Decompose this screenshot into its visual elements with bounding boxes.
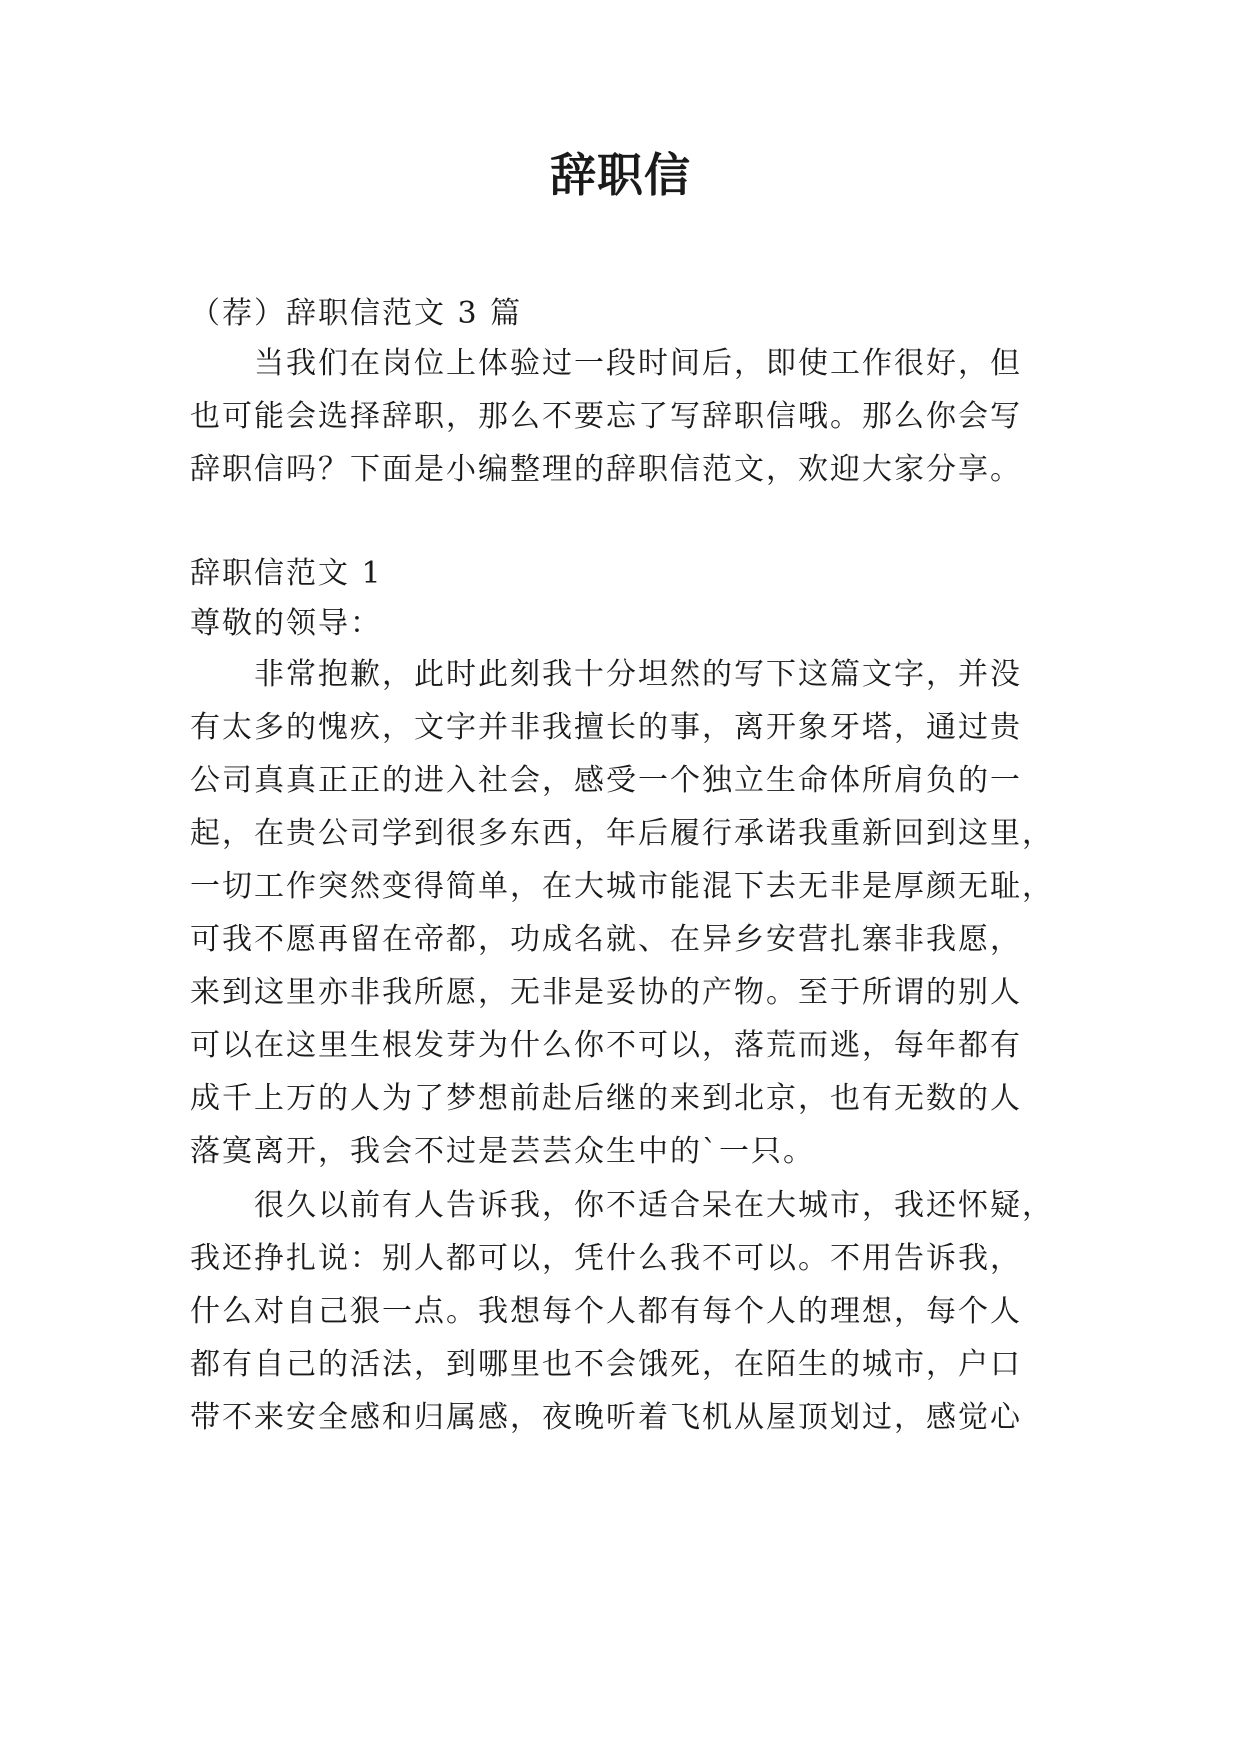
body-line: 公司真真正正的进入社会，感受一个独立生命体所肩负的一: [190, 763, 1022, 798]
intro-line: 辞职信吗？下面是小编整理的辞职信范文，欢迎大家分享。: [190, 452, 1022, 487]
section-heading: 辞职信范文 1: [190, 556, 383, 591]
body-line: 落寞离开，我会不过是芸芸众生中的`一只。: [190, 1134, 815, 1169]
body-line: 很久以前有人告诉我，你不适合呆在大城市，我还怀疑，: [254, 1188, 1054, 1223]
document-title: 辞职信: [550, 148, 691, 202]
body-line: 我还挣扎说：别人都可以，凭什么我不可以。不用告诉我，: [190, 1241, 1022, 1276]
body-line: 非常抱歉，此时此刻我十分坦然的写下这篇文字，并没: [254, 657, 1022, 692]
body-line: 成千上万的人为了梦想前赴后继的来到北京，也有无数的人: [190, 1081, 1022, 1116]
body-line: 起，在贵公司学到很多东西，年后履行承诺我重新回到这里，: [190, 816, 1054, 851]
salutation: 尊敬的领导：: [190, 606, 382, 641]
body-line: 都有自己的活法，到哪里也不会饿死，在陌生的城市，户口: [190, 1347, 1022, 1382]
body-line: 来到这里亦非我所愿，无非是妥协的产物。至于所谓的别人: [190, 975, 1022, 1010]
body-line: 可以在这里生根发芽为什么你不可以，落荒而逃，每年都有: [190, 1028, 1022, 1063]
body-line: 可我不愿再留在帝都，功成名就、在异乡安营扎寨非我愿，: [190, 922, 1022, 957]
body-line: 什么对自己狠一点。我想每个人都有每个人的理想，每个人: [190, 1294, 1022, 1329]
body-line: 一切工作突然变得简单，在大城市能混下去无非是厚颜无耻，: [190, 869, 1054, 904]
intro-line: 当我们在岗位上体验过一段时间后，即使工作很好，但: [254, 346, 1022, 381]
body-line: 带不来安全感和归属感，夜晚听着飞机从屋顶划过，感觉心: [190, 1400, 1022, 1435]
body-line: 有太多的愧疚，文字并非我擅长的事，离开象牙塔，通过贵: [190, 710, 1022, 745]
subtitle-line: （荐）辞职信范文 3 篇: [190, 296, 523, 331]
intro-line: 也可能会选择辞职，那么不要忘了写辞职信哦。那么你会写: [190, 399, 1022, 434]
